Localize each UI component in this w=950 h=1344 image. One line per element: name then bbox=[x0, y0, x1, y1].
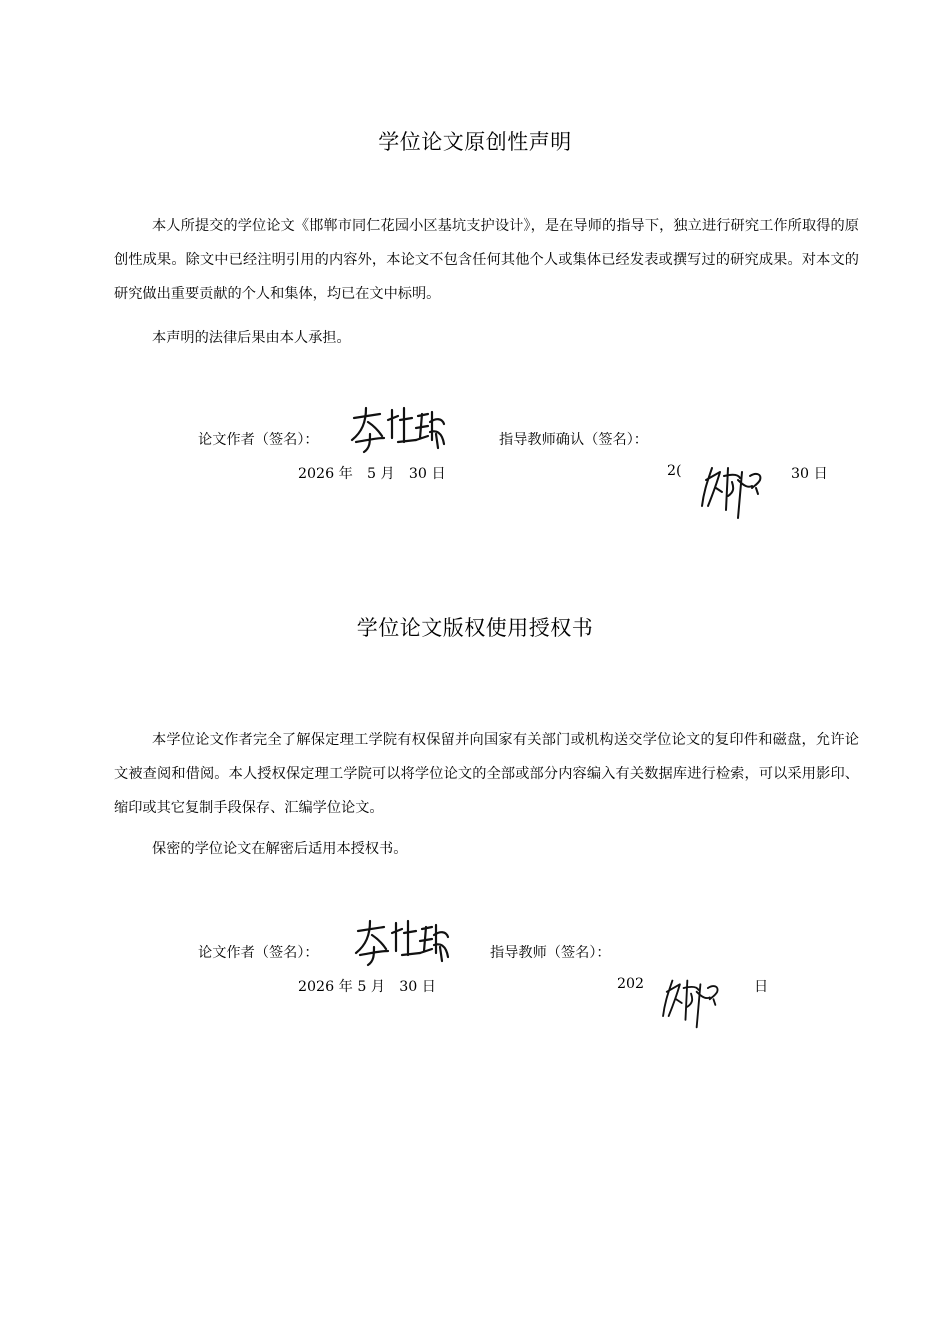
advisor-date-start: 202 bbox=[617, 976, 645, 992]
advisor-date-end: 30 日 bbox=[791, 466, 828, 482]
authorization-paragraph: 本学位论文作者完全了解保定理工学院有权保留并向国家有关部门或机构送交学位论文的复印件和磁盘，允许论文被查阅和借阅。本人授权保定理工学院可以将学位论文的全部或部分内容编入有关数据库进行检索，可以采用影印、缩印或其它复制手段保存、汇编学位论文。 bbox=[114, 732, 859, 816]
author-signature-image bbox=[352, 917, 452, 967]
advisor-signature-label: 指导教师（签名）： bbox=[490, 945, 611, 961]
declaration-paragraph: 本人所提交的学位论文《邯郸市同仁花园小区基坑支护设计》，是在导师的指导下，独立进行研究工作所取得的原创性成果。除文中已经注明引用的内容外，本论文不包含任何其他个人或集体已经发表或撰写过的研究成果。对本文的研究做出重要贡献的个人和集体，均已在文中标明。 bbox=[114, 218, 859, 302]
declaration-title: 学位论文原创性声明 bbox=[378, 130, 572, 154]
advisor-date-start: 2( bbox=[667, 463, 682, 479]
authorization-title: 学位论文版权使用授权书 bbox=[356, 616, 594, 640]
author-signature-label: 论文作者（签名）： bbox=[198, 432, 319, 448]
authorization-confidential-paragraph: 保密的学位论文在解密后适用本授权书。 bbox=[152, 841, 408, 857]
author-date: 2026 年 5 月 30 日 bbox=[298, 979, 436, 995]
declaration-legal-paragraph: 本声明的法律后果由本人承担。 bbox=[152, 330, 351, 346]
advisor-signature-image bbox=[698, 462, 768, 522]
author-date: 2026 年 5 月 30 日 bbox=[298, 466, 446, 482]
author-signature-label: 论文作者（签名）： bbox=[198, 945, 319, 961]
advisor-date-end: 日 bbox=[754, 979, 769, 995]
author-signature-image bbox=[348, 404, 448, 454]
advisor-signature-image bbox=[657, 975, 727, 1031]
advisor-signature-label: 指导教师确认（签名）： bbox=[499, 432, 648, 448]
